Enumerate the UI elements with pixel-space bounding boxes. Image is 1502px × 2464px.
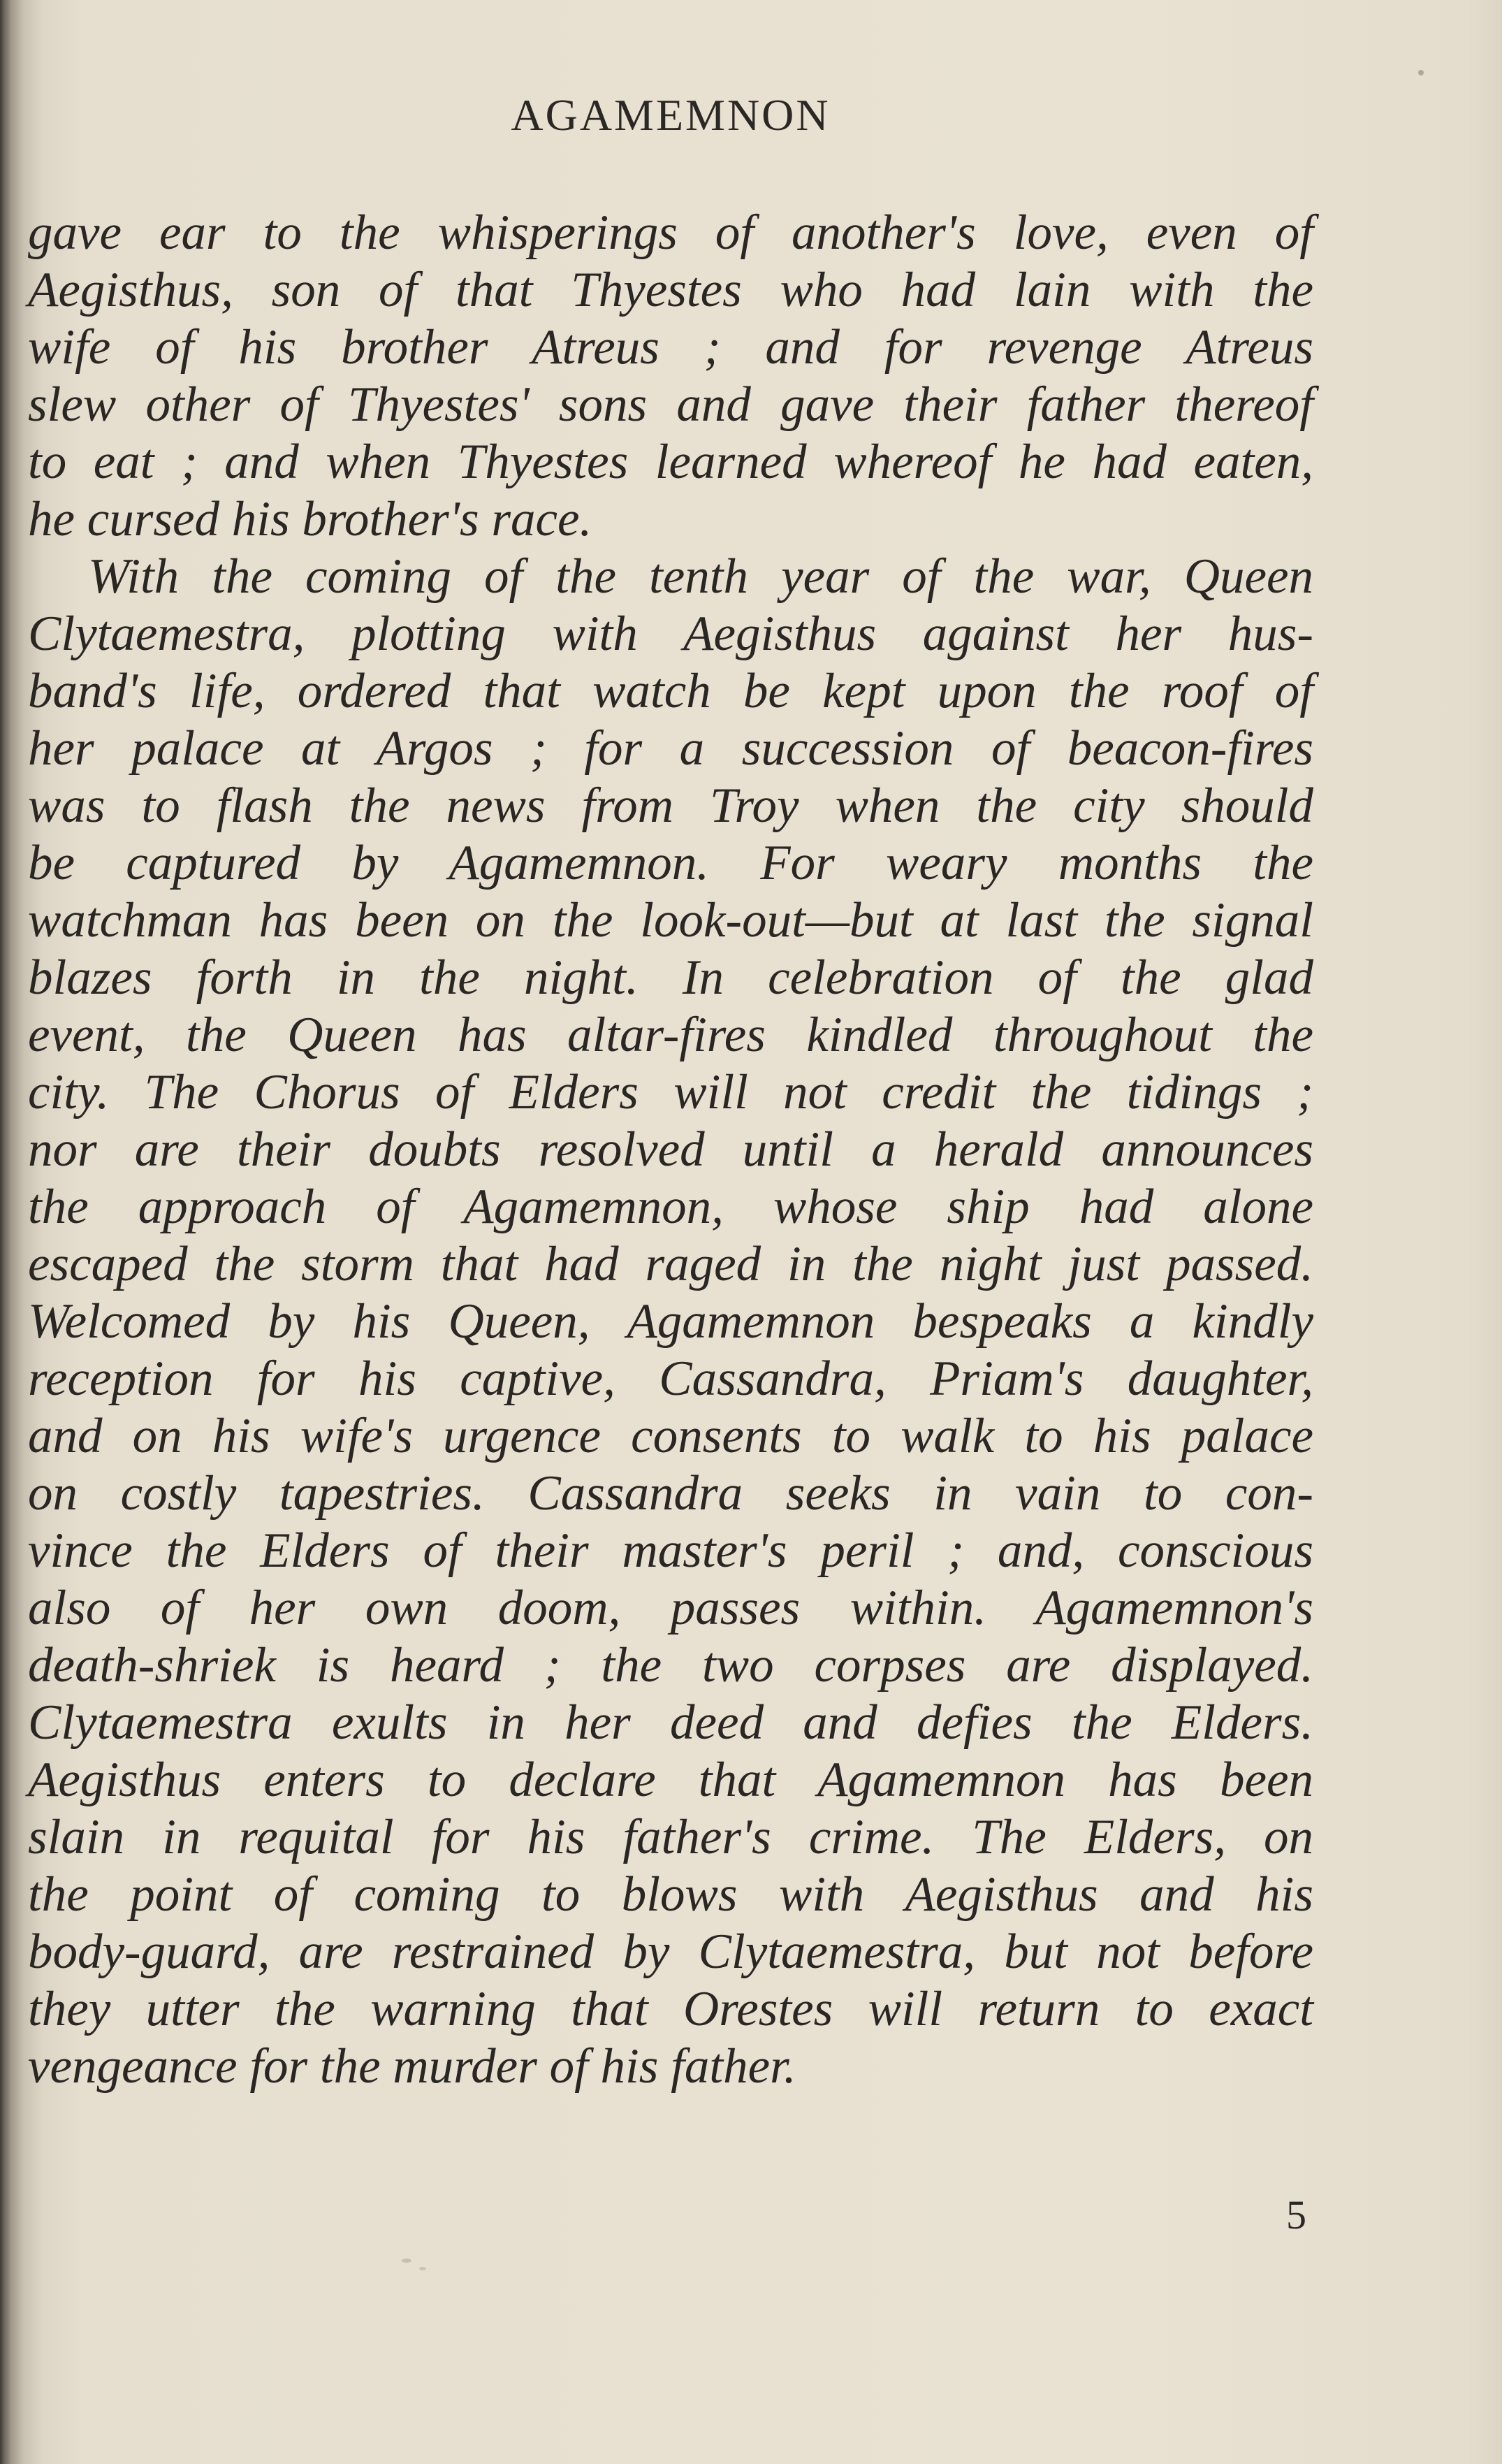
text-line: the point of coming to blows with Aegisthus and his xyxy=(28,1867,1313,1922)
text-line: band's life, ordered that watch be kept upon the roof of xyxy=(28,664,1313,718)
text-line: reception for his captive, Cassandra, Priam's daughter, xyxy=(28,1351,1313,1406)
text-line: vince the Elders of their master's peril ; and, conscious xyxy=(28,1523,1313,1578)
paper-speck xyxy=(1418,70,1424,75)
text-line: and on his wife's urgence consents to walk to his palace xyxy=(28,1409,1313,1463)
text-line: Aegisthus, son of that Thyestes who had lain with the xyxy=(28,263,1313,317)
text-line: Welcomed by his Queen, Agamemnon bespeaks a kindly xyxy=(28,1294,1313,1349)
paper-speck xyxy=(402,2259,411,2263)
text-line: to eat ; and when Thyestes learned whereof he had eaten, xyxy=(28,435,1313,489)
text-line: they utter the warning that Orestes will return to exact xyxy=(28,1982,1313,2036)
text-line: escaped the storm that had raged in the night just passed. xyxy=(28,1237,1313,1291)
text-line: Clytaemestra, plotting with Aegisthus against her hus- xyxy=(28,607,1313,661)
text-line: Clytaemestra exults in her deed and defies the Elders. xyxy=(28,1695,1313,1750)
text-line: her palace at Argos ; for a succession of beacon-fires xyxy=(28,721,1313,776)
text-line: slain in requital for his father's crime. The Elders, on xyxy=(28,1810,1313,1864)
text-line: also of her own doom, passes within. Agamemnon's xyxy=(28,1581,1313,1635)
text-line: slew other of Thyestes' sons and gave their father thereof xyxy=(28,377,1313,432)
text-line: the approach of Agamemnon, whose ship had alone xyxy=(28,1180,1313,1234)
text-line: city. The Chorus of Elders will not credit the tidings ; xyxy=(28,1065,1313,1119)
text-line: be captured by Agamemnon. For weary months the xyxy=(28,836,1313,890)
text-line: death-shriek is heard ; the two corpses are displayed. xyxy=(28,1638,1313,1693)
page-number: 5 xyxy=(1286,2192,1306,2238)
text-line: blazes forth in the night. In celebration of the glad xyxy=(28,950,1313,1005)
synopsis-text xyxy=(28,204,1313,2095)
text-line: on costly tapestries. Cassandra seeks in vain to con- xyxy=(28,1466,1313,1521)
text-line: body-guard, are restrained by Clytaemestra, but not before xyxy=(28,1925,1313,1979)
text-line: With the coming of the tenth year of the war, Queen xyxy=(88,549,1313,604)
running-head: AGAMEMNON xyxy=(511,90,831,140)
paper-speck xyxy=(419,2267,426,2270)
text-line: event, the Queen has altar-fires kindled throughout the xyxy=(28,1008,1313,1062)
paragraph xyxy=(28,204,1313,548)
text-line: watchman has been on the look-out—but at last the signal xyxy=(28,893,1313,948)
text-line: vengeance for the murder of his father. xyxy=(28,2039,796,2094)
paragraph xyxy=(28,548,1313,2095)
text-line: gave ear to the whisperings of another's love, even of xyxy=(28,205,1313,260)
text-line: was to flash the news from Troy when the city should xyxy=(28,778,1313,833)
text-line: nor are their doubts resolved until a herald announces xyxy=(28,1122,1313,1177)
text-line: Aegisthus enters to declare that Agamemnon has been xyxy=(28,1753,1313,1807)
text-line: wife of his brother Atreus ; and for revenge Atreus xyxy=(28,320,1313,375)
text-line: he cursed his brother's race. xyxy=(28,492,592,546)
